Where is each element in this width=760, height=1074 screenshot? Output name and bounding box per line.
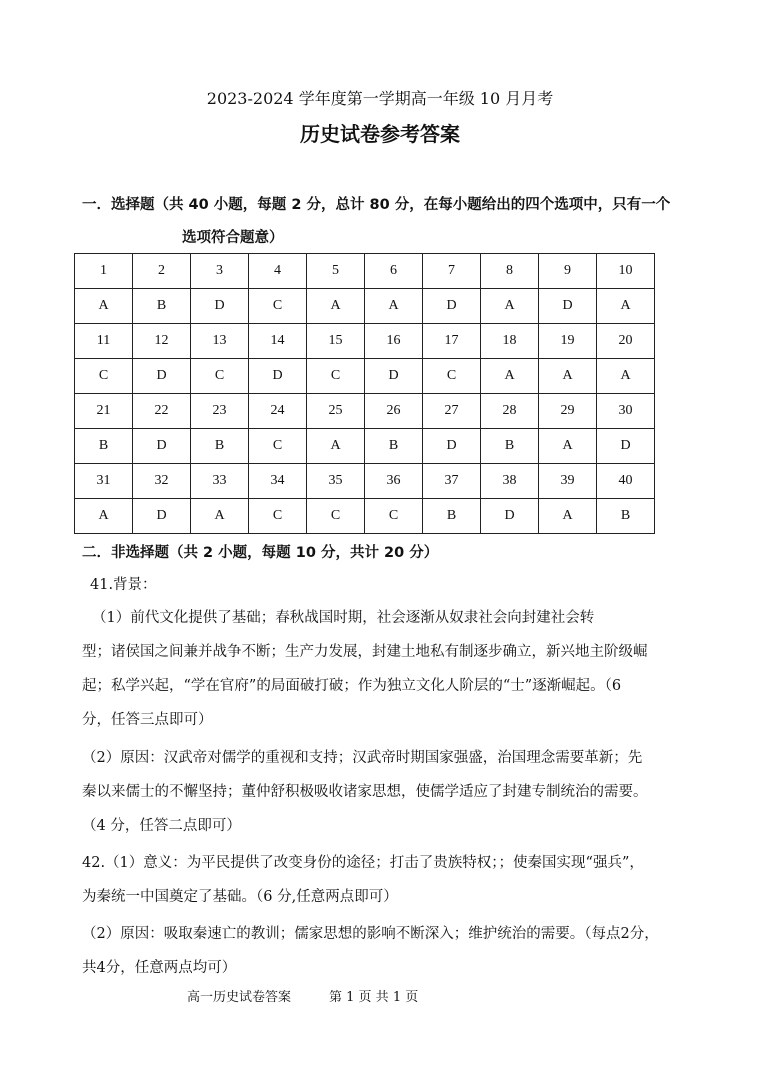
question-number-cell: 7 [423, 254, 481, 289]
q42-part2-line: （2）原因：吸取秦速亡的教训；儒家思想的影响不断深入；维护统治的需要。（每点2分， [82, 926, 659, 942]
question-number-cell: 33 [191, 464, 249, 499]
answer-cell: D [133, 499, 191, 534]
question-number-cell: 16 [365, 324, 423, 359]
question-number-row [75, 394, 655, 429]
question-number-cell: 4 [249, 254, 307, 289]
q41-part1-line: （1）前代文化提供了基础；春秋战国时期，社会逐渐从奴隶社会向封建社会转 [92, 610, 595, 626]
exam-title: 2023-2024 学年度第一学期高一年级 10 月月考 [206, 89, 554, 108]
question-number-cell: 17 [423, 324, 481, 359]
q41-part1-line: 起；私学兴起，“学在官府”的局面破打破；作为独立文化人阶层的“士”逐渐崛起。（6 [82, 678, 622, 694]
section1-heading: 一．选择题（共 40 小题，每题 2 分，总计 80 分，在每小题给出的四个选项中，只有一个 [82, 197, 671, 213]
answer-cell: B [75, 429, 133, 464]
footer-page-number: 第 1 页 共 1 页 [329, 990, 419, 1005]
answer-cell: A [597, 359, 655, 394]
answer-cell: A [75, 499, 133, 534]
question-number-cell: 23 [191, 394, 249, 429]
answer-cell: A [481, 289, 539, 324]
answer-row [75, 499, 655, 534]
answer-cell: A [539, 359, 597, 394]
question-number-cell: 9 [539, 254, 597, 289]
answer-cell: D [423, 289, 481, 324]
answer-cell: C [423, 359, 481, 394]
question-number-cell: 2 [133, 254, 191, 289]
answer-cell: C [365, 499, 423, 534]
q42-part1-line: 为秦统一中国奠定了基础。（6 分,任意两点即可） [82, 889, 398, 905]
answer-cell: C [249, 289, 307, 324]
answer-table [74, 253, 655, 534]
question-number-cell: 20 [597, 324, 655, 359]
answer-cell: D [423, 429, 481, 464]
question-number-cell: 12 [133, 324, 191, 359]
question-number-cell: 25 [307, 394, 365, 429]
question-number-cell: 21 [75, 394, 133, 429]
answer-cell: D [597, 429, 655, 464]
question-number-cell: 22 [133, 394, 191, 429]
question-number-cell: 11 [75, 324, 133, 359]
answer-row [75, 359, 655, 394]
question-number-cell: 37 [423, 464, 481, 499]
answer-cell: D [133, 359, 191, 394]
answer-cell: A [539, 429, 597, 464]
answer-cell: C [75, 359, 133, 394]
answer-cell: A [191, 499, 249, 534]
answer-cell: B [597, 499, 655, 534]
answer-cell: A [597, 289, 655, 324]
question-number-cell: 27 [423, 394, 481, 429]
question-number-cell: 31 [75, 464, 133, 499]
section1-heading-cont: 选项符合题意） [182, 230, 284, 246]
question-number-cell: 30 [597, 394, 655, 429]
answer-cell: C [249, 499, 307, 534]
question-number-cell: 32 [133, 464, 191, 499]
q41-part2-line: （4 分，任答二点即可） [82, 818, 241, 834]
answer-cell: D [249, 359, 307, 394]
question-number-cell: 40 [597, 464, 655, 499]
question-number-cell: 5 [307, 254, 365, 289]
section2-heading: 二．非选择题（共 2 小题，每题 10 分，共计 20 分） [82, 545, 439, 561]
answer-cell: A [307, 289, 365, 324]
answer-cell: D [539, 289, 597, 324]
q41-part1-line: 分，任答三点即可） [82, 712, 213, 728]
answer-cell: B [365, 429, 423, 464]
q42-part1-line: 42.（1）意义：为平民提供了改变身份的途径；打击了贵族特权；；使秦国实现“强兵”， [82, 855, 644, 871]
question-number-row [75, 464, 655, 499]
q41-part2-line: （2）原因：汉武帝对儒学的重视和支持；汉武帝时期国家强盛，治国理念需要革新；先 [82, 750, 643, 766]
question-number-cell: 34 [249, 464, 307, 499]
answer-cell: A [307, 429, 365, 464]
answer-cell: A [365, 289, 423, 324]
question-number-cell: 6 [365, 254, 423, 289]
answer-cell: D [191, 289, 249, 324]
answer-row [75, 429, 655, 464]
question-number-cell: 29 [539, 394, 597, 429]
answer-cell: C [307, 499, 365, 534]
question-number-cell: 10 [597, 254, 655, 289]
question-number-cell: 8 [481, 254, 539, 289]
question-number-cell: 26 [365, 394, 423, 429]
question-number-cell: 28 [481, 394, 539, 429]
answer-cell: B [481, 429, 539, 464]
answer-cell: B [423, 499, 481, 534]
q41-part2-line: 秦以来儒士的不懈坚持；董仲舒积极吸收诸家思想，使儒学适应了封建专制统治的需要。 [82, 784, 648, 800]
answer-cell: B [191, 429, 249, 464]
answer-cell: C [191, 359, 249, 394]
question-number-cell: 19 [539, 324, 597, 359]
page-footer [187, 986, 418, 1005]
answer-cell: A [539, 499, 597, 534]
document-title: 历史试卷参考答案 [300, 122, 460, 146]
question-number-cell: 18 [481, 324, 539, 359]
question-number-cell: 15 [307, 324, 365, 359]
answer-cell: A [481, 359, 539, 394]
question-number-cell: 3 [191, 254, 249, 289]
question-number-cell: 38 [481, 464, 539, 499]
question-number-cell: 14 [249, 324, 307, 359]
answer-cell: B [133, 289, 191, 324]
question-number-row [75, 254, 655, 289]
answer-cell: D [133, 429, 191, 464]
question-number-cell: 13 [191, 324, 249, 359]
answer-cell: C [307, 359, 365, 394]
question-number-cell: 39 [539, 464, 597, 499]
question-number-cell: 1 [75, 254, 133, 289]
question-number-row [75, 324, 655, 359]
question-number-cell: 36 [365, 464, 423, 499]
answer-cell: C [249, 429, 307, 464]
answer-cell: D [481, 499, 539, 534]
q42-part2-line: 共4分，任意两点均可） [82, 960, 237, 976]
footer-title: 高一历史试卷答案 [187, 990, 292, 1005]
question-number-cell: 24 [249, 394, 307, 429]
q41-part1-line: 型；诸侯国之间兼并战争不断；生产力发展，封建土地私有制逐步确立，新兴地主阶级崛 [82, 644, 648, 660]
question-number-cell: 35 [307, 464, 365, 499]
q41-label: 41.背景： [90, 577, 157, 593]
answer-row [75, 289, 655, 324]
answer-cell: D [365, 359, 423, 394]
answer-cell: A [75, 289, 133, 324]
